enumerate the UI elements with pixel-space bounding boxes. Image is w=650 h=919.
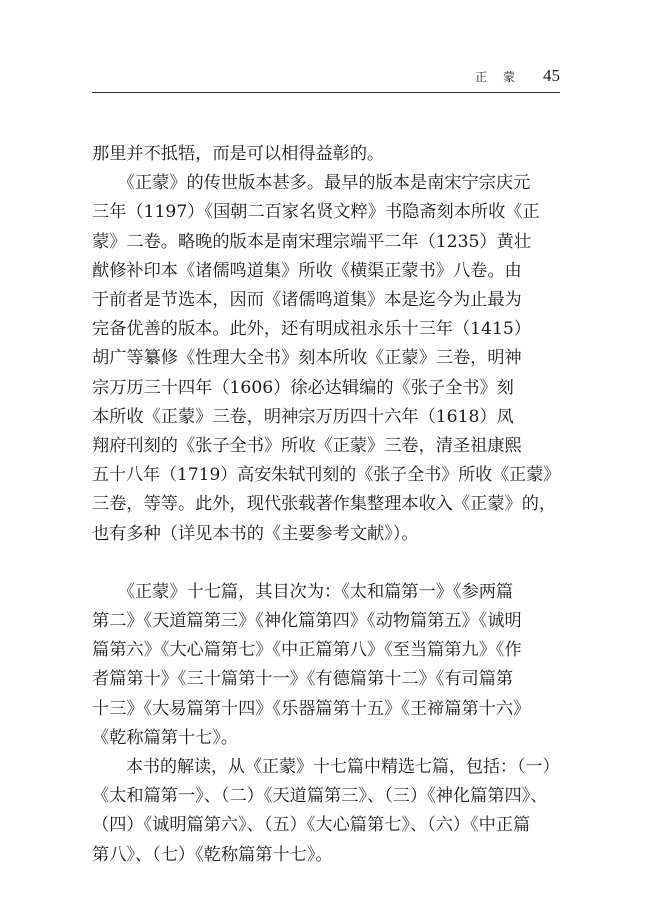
page-number: 45 bbox=[543, 66, 560, 85]
text-line: 也有多种（详见本书的《主要参考文献》）。 bbox=[92, 523, 419, 544]
text-line: 《正蒙》十七篇，其目次为：《太和篇第一》《参两篇 bbox=[92, 581, 514, 602]
text-line: 《乾称篇第十七》。 bbox=[92, 727, 239, 748]
text-line: 本所收《正蒙》三卷，明神宗万历四十六年（1618）凤 bbox=[92, 406, 514, 427]
text-line: 于前者是节选本，因而《诸儒鸣道集》本是迄今为止最为 bbox=[92, 290, 522, 311]
text-line: 本书的解读，从《正蒙》十七篇中精选七篇，包括：（一） bbox=[92, 757, 560, 778]
text-line: 宗万历三十四年（1606）徐必达辑编的《张子全书》刻 bbox=[92, 377, 514, 398]
text-line: 翔府刊刻的《张子全书》所收《正蒙》三卷，清圣祖康熙 bbox=[92, 436, 522, 457]
text-line: 第八》、（七）《乾称篇第十七》。 bbox=[92, 844, 333, 865]
text-line: 十三》《大易篇第十四》《乐器篇第十五》《王禘篇第十六》 bbox=[92, 698, 531, 719]
text-line: 胡广等纂修《性理大全书》刻本所收《正蒙》三卷，明神 bbox=[92, 348, 522, 369]
body-text bbox=[92, 140, 560, 870]
text-line: 完备优善的版本。此外，还有明成祖永乐十三年（1415） bbox=[92, 319, 532, 340]
text-line: （四）《诚明篇第六》、（五）《大心篇第七》、（六）《中正篇 bbox=[92, 815, 531, 836]
text-line: 第二》《天道篇第三》《神化篇第四》《动物篇第五》《诚明 bbox=[92, 611, 522, 632]
running-title: 正 蒙 bbox=[475, 70, 521, 84]
text-line: 篇第六》《大心篇第七》《中正篇第八》《至当篇第九》《作 bbox=[92, 640, 522, 661]
text-line: 者篇第十》《三十篇第十一》《有德篇第十二》《有司篇第 bbox=[92, 669, 514, 690]
text-line: 三年（1197）《国朝二百家名贤文粹》书隐斋刻本所收《正 bbox=[92, 202, 540, 223]
text-line: 猷修补印本《诸儒鸣道集》所收《横渠正蒙书》八卷。由 bbox=[92, 260, 522, 281]
text-line: 五十八年（1719）高安朱轼刊刻的《张子全书》所收《正蒙》 bbox=[92, 465, 561, 486]
text-line: 《太和篇第一》、（二）《天道篇第三》、（三）《神化篇第四》、 bbox=[92, 786, 548, 807]
header-rule bbox=[92, 92, 560, 93]
text-line: 蒙》二卷。略晚的版本是南宋理宗端平二年（1235）黄壮 bbox=[92, 231, 532, 252]
text-line: 那里并不抵牾，而是可以相得益彰的。 bbox=[92, 144, 385, 164]
text-line: 三卷，等等。此外，现代张载著作集整理本收入《正蒙》的， bbox=[92, 494, 557, 515]
paragraph-gap bbox=[92, 549, 560, 578]
text-line: 《正蒙》的传世版本甚多。最早的版本是南宋宁宗庆元 bbox=[92, 173, 531, 194]
running-head bbox=[475, 66, 560, 86]
